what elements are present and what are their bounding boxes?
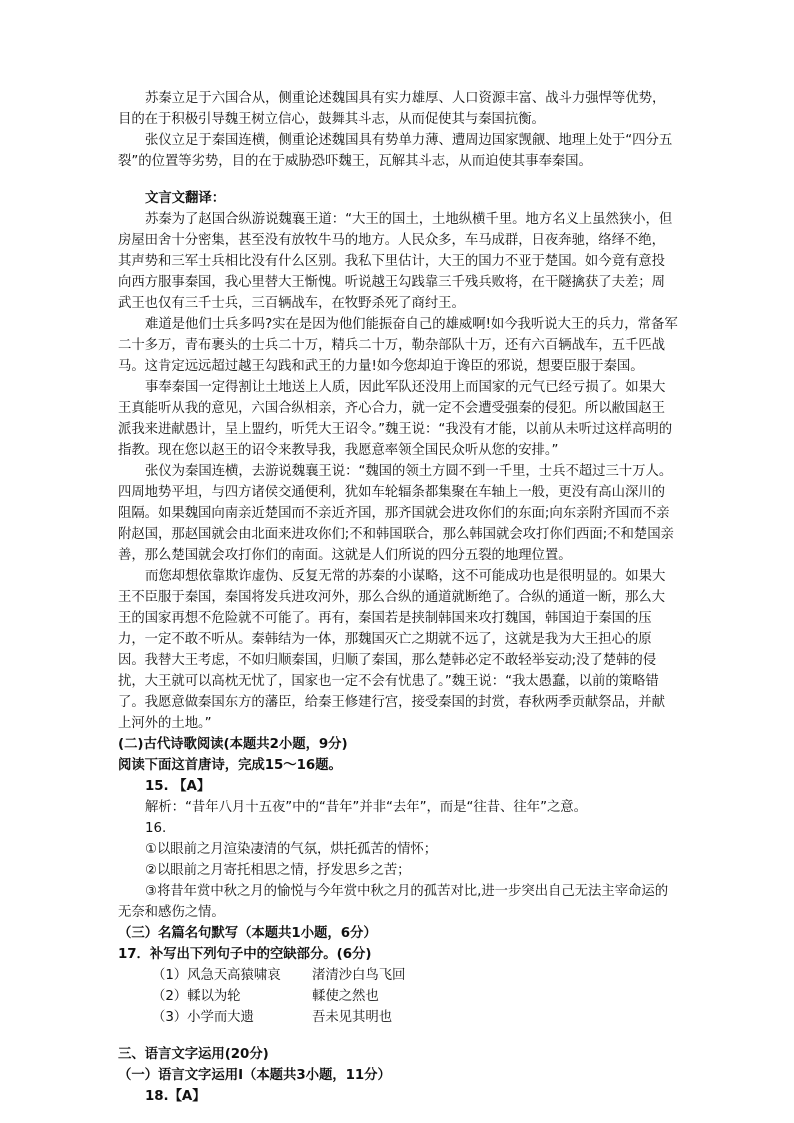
q15-analysis: 解析：“昔年八月十五夜”中的“昔年”并非“去年”，而是“往昔、往年”之意。 bbox=[145, 800, 587, 815]
q17-row-2 bbox=[118, 986, 678, 1007]
q16-point-1: ①以眼前之月渲染凄清的气氛，烘托孤苦的情怀； bbox=[145, 842, 438, 857]
language-sub-title: （一）语言文字运用Ⅰ（本题共3小题，11分） bbox=[118, 1068, 391, 1083]
language-part-title: 三、语言文字运用(20分) bbox=[118, 1047, 269, 1062]
q17-title: 17．补写出下列句子中的空缺部分。(6分) bbox=[118, 947, 372, 962]
q16-label: 16. bbox=[145, 821, 167, 836]
q17-row-2-left: （2）輮以为轮 bbox=[152, 989, 241, 1004]
spacer bbox=[118, 1028, 678, 1044]
paragraph-suqin-summary: 苏秦立足于六国合从，侧重论述魏国具有实力雄厚、人口资源丰富、战斗力强悍等优势，目的在于积极引导魏王树立信心，鼓舞其斗志，从而促使其与秦国抗衡。 bbox=[118, 91, 666, 127]
translation-paragraph-5: 而您却想依靠欺诈虚伪、反复无常的苏秦的小谋略，这不可能成功也是很明显的。如果大王不臣服于秦国，秦国将发兵进攻河外，那么合纵的通道就断绝了。合纵的通道一断，那么大王的国家再想不危险就不可能了。再有，秦国若是挟制韩国来攻打魏国，韩国迫于秦国的压力，一定不敢不听从。秦韩结为一体，那魏国灭亡之期就不远了，这就是我为大王担心的原因。我替大王考虑，不如归顺秦国，归顺了秦国，那么楚韩必定不敢轻举妄动;没了楚韩的侵扰，大王就可以高枕无忧了，国家也一定不会有忧患了。”魏王说：“我太愚蠢，以前的策略错了。我愿意做秦国东方的藩臣，给秦王修建行宫，接受秦国的封赏，春秋两季贡献祭品，并献上河外的土地。” bbox=[118, 569, 666, 731]
translation-paragraph-3: 事奉秦国一定得割让土地送上人质，因此军队还没用上而国家的元气已经亏损了。如果大王真能听从我的意见，六国合纵相亲，齐心合力，就一定不会遭受强秦的侵犯。所以敝国赵王派我来进献愚计，呈上盟约，听凭大王诏令。”魏王说：“我没有才能，以前从未听过这样高明的指教。现在您以赵王的诏令来教导我，我愿意率领全国民众听从您的安排。” bbox=[118, 380, 673, 458]
q17-row-3-left: （3）小学而大遗 bbox=[152, 1010, 254, 1025]
q17-row-3 bbox=[118, 1007, 678, 1028]
q15-answer: 15. 【A】 bbox=[145, 779, 211, 794]
q17-row-1-right: 渚清沙白鸟飞回 bbox=[312, 968, 406, 983]
q16-point-3: ③将昔年赏中秋之月的愉悦与今年赏中秋之月的孤苦对比,进一步突出自己无法主宰命运的无奈和感伤之情。 bbox=[118, 884, 669, 920]
translation-paragraph-4: 张仪为秦国连横，去游说魏襄王说：“魏国的领土方圆不到一千里，士兵不超过三十万人。四周地势平坦，与四方诸侯交通便利，犹如车轮辐条都集聚在车轴上一般，更没有高山深川的阻隔。如果魏国向南亲近楚国而不亲近齐国，那齐国就会进攻你们的东面;向东亲附齐国而不亲附赵国，那赵国就会由北面来进攻你们;不和韩国联合，那么韩国就会攻打你们西面;不和楚国亲善，那么楚国就会攻打你们的南面。这就是人们所说的四分五裂的地理位置。 bbox=[118, 464, 674, 563]
q17-row-1-left: （1）风急天高猿啸哀 bbox=[152, 968, 281, 983]
q17-row-3-right: 吾未见其明也 bbox=[312, 1010, 393, 1025]
famous-section-title: （三）名篇名句默写（本题共1小题，6分） bbox=[118, 926, 377, 941]
spacer bbox=[118, 172, 678, 188]
poetry-section-title: (二)古代诗歌阅读(本题共2小题，9分) bbox=[118, 737, 348, 752]
q16-point-2: ②以眼前之月寄托相思之情，抒发思乡之苦； bbox=[145, 863, 411, 878]
paragraph-zhangyi-summary: 张仪立足于秦国连横，侧重论述魏国具有势单力薄、遭周边国家觊觎、地理上处于“四分五裂”的位置等劣势，目的在于威胁恐吓魏王，瓦解其斗志，从而迫使其事奉秦国。 bbox=[118, 133, 673, 169]
poetry-instruction: 阅读下面这首唐诗，完成15～16题。 bbox=[118, 758, 342, 773]
translation-paragraph-2: 难道是他们士兵多吗?实在是因为他们能振奋自己的雄威啊!如今我听说大王的兵力，常备军二十多万，青布裹头的士兵二十万，精兵二十万，勒杂部队十万，还有六百辆战车，五千匹战马。这肯定远远超过越王勾践和武王的力量!如今您却迫于谗臣的邪说，想要臣服于秦国。 bbox=[118, 317, 678, 374]
translation-paragraph-1: 苏秦为了赵国合纵游说魏襄王道：“大王的国土，土地纵横千里。地方名义上虽然狭小，但房屋田舍十分密集，甚至没有放牧牛马的地方。人民众多，车马成群，日夜奔驰，络绎不绝，其声势和三军士兵相比没有什么区别。我私下里估计，大王的国力不亚于楚国。如今竟有意投向西方服事秦国，我心里替大王惭愧。听说越王勾践靠三千残兵败将，在干隧擒获了夫差；周武王也仅有三千士兵，三百辆战车，在牧野杀死了商纣王。 bbox=[118, 212, 673, 311]
document-page bbox=[118, 88, 678, 1107]
q18-answer: 18.【A】 bbox=[145, 1089, 206, 1104]
translation-heading: 文言文翻译： bbox=[145, 191, 226, 206]
q17-row-2-right: 輮使之然也 bbox=[312, 989, 379, 1004]
q17-row-1 bbox=[118, 965, 678, 986]
